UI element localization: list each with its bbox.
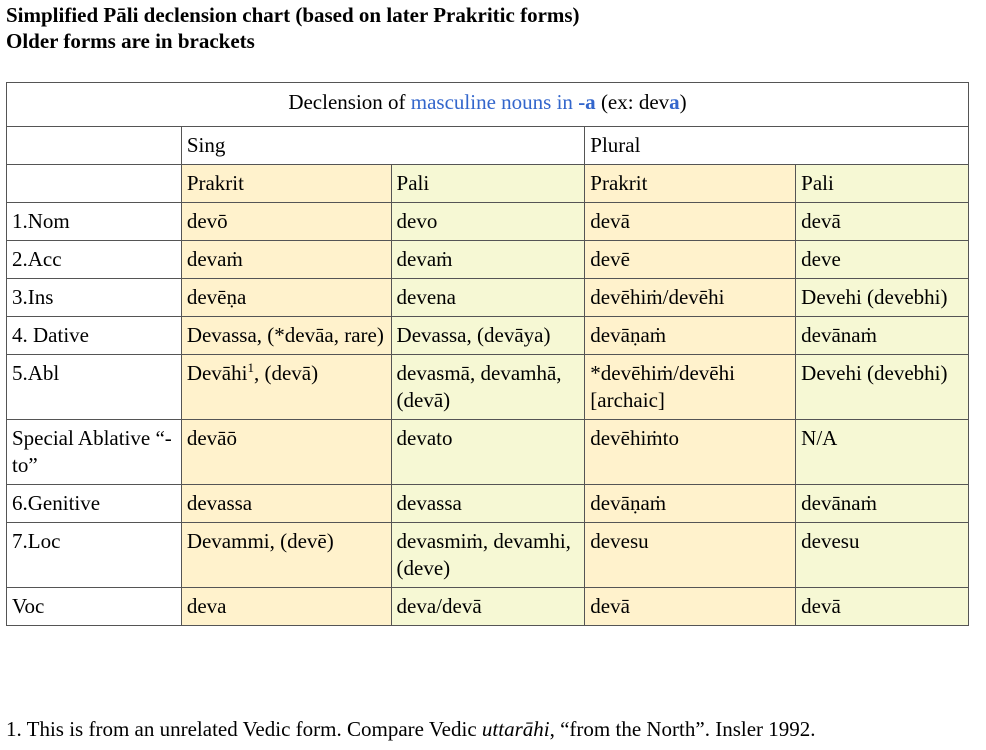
declension-table [6, 82, 969, 626]
title-line-1: Simplified Pāli declension chart (based on later Prakritic forms) [6, 3, 580, 27]
table-row [7, 355, 969, 420]
sg-pali-header: Pali [391, 165, 585, 203]
table-row [7, 317, 969, 355]
sg-prakrit-cell: deva [181, 588, 391, 626]
caption-example-suffix: ) [679, 90, 687, 114]
sg-prakrit-cell: devassa [181, 485, 391, 523]
sg-prakrit-cell: Devammi, (devē) [181, 523, 391, 588]
footnote-italic-word: uttarāhi [481, 717, 550, 741]
sg-pali-cell: devasmiṁ, devamhi, (deve) [391, 523, 585, 588]
pl-pali-cell: N/A [796, 420, 969, 485]
table-caption [7, 83, 969, 127]
sing-header: Sing [181, 127, 584, 165]
sg-prakrit-header: Prakrit [181, 165, 391, 203]
case-cell: 1.Nom [7, 203, 182, 241]
case-cell: 5.Abl [7, 355, 182, 420]
footnote [6, 716, 816, 742]
sg-prakrit-text: Devāhi [186, 361, 248, 385]
case-cell: 6.Genitive [7, 485, 182, 523]
sg-pali-cell: deva/devā [391, 588, 585, 626]
pl-pali-cell: devā [796, 588, 969, 626]
pl-prakrit-header: Prakrit [585, 165, 796, 203]
document-title [6, 2, 580, 54]
footnote-text-rest: , “from the North”. Insler 1992. [549, 717, 816, 741]
number-header-row [7, 127, 969, 165]
pl-pali-cell: deve [796, 241, 969, 279]
pl-pali-cell: devesu [796, 523, 969, 588]
pl-pali-header: Pali [796, 165, 969, 203]
masculine-nouns-link[interactable]: masculine nouns in [410, 90, 573, 114]
sg-prakrit-cell: devāō [181, 420, 391, 485]
sg-prakrit-text-rest: , (devā) [253, 361, 319, 385]
table-row [7, 485, 969, 523]
empty-header-cell [7, 127, 182, 165]
title-line-2: Older forms are in brackets [6, 29, 255, 53]
pl-prakrit-cell: devēhiṁto [585, 420, 796, 485]
footnote-text: 1. This is from an unrelated Vedic form. Compare Vedic [6, 717, 482, 741]
pl-prakrit-cell: devāṇaṁ [585, 485, 796, 523]
pl-prakrit-cell: devē [585, 241, 796, 279]
case-cell: 7.Loc [7, 523, 182, 588]
plural-header: Plural [585, 127, 969, 165]
table-row [7, 279, 969, 317]
pl-prakrit-cell: devāṇaṁ [585, 317, 796, 355]
sg-prakrit-cell: devaṁ [181, 241, 391, 279]
footnote-ref[interactable]: 1 [247, 360, 254, 375]
example-a-link[interactable]: a [669, 90, 680, 114]
caption-example-prefix: (ex: dev [595, 90, 670, 114]
sg-prakrit-cell [181, 355, 391, 420]
language-header-row [7, 165, 969, 203]
sg-prakrit-cell: Devassa, (*devāa, rare) [181, 317, 391, 355]
pl-pali-cell: devā [796, 203, 969, 241]
case-cell: Voc [7, 588, 182, 626]
case-cell: 2.Acc [7, 241, 182, 279]
a-suffix-link[interactable]: -a [578, 90, 596, 114]
empty-header-cell [7, 165, 182, 203]
caption-prefix: Declension of [288, 90, 411, 114]
pl-prakrit-cell: devā [585, 588, 796, 626]
table-row [7, 203, 969, 241]
sg-pali-cell: devo [391, 203, 585, 241]
pl-pali-cell: devānaṁ [796, 317, 969, 355]
pl-pali-cell: Devehi (devebhi) [796, 279, 969, 317]
pl-pali-cell: devānaṁ [796, 485, 969, 523]
pl-prakrit-cell: *devēhiṁ/devēhi [archaic] [585, 355, 796, 420]
case-cell: Special Ablative “-to” [7, 420, 182, 485]
table-row [7, 420, 969, 485]
sg-prakrit-cell: devō [181, 203, 391, 241]
sg-pali-cell: Devassa, (devāya) [391, 317, 585, 355]
caption-row [7, 83, 969, 127]
sg-pali-cell: devasmā, devamhā, (devā) [391, 355, 585, 420]
case-cell: 3.Ins [7, 279, 182, 317]
table-row [7, 523, 969, 588]
table-row [7, 241, 969, 279]
pl-prakrit-cell: devesu [585, 523, 796, 588]
pl-pali-cell: Devehi (devebhi) [796, 355, 969, 420]
sg-prakrit-cell: devēṇa [181, 279, 391, 317]
sg-pali-cell: devato [391, 420, 585, 485]
table-row [7, 588, 969, 626]
sg-pali-cell: devaṁ [391, 241, 585, 279]
sg-pali-cell: devassa [391, 485, 585, 523]
sg-pali-cell: devena [391, 279, 585, 317]
pl-prakrit-cell: devā [585, 203, 796, 241]
pl-prakrit-cell: devēhiṁ/devēhi [585, 279, 796, 317]
case-cell: 4. Dative [7, 317, 182, 355]
